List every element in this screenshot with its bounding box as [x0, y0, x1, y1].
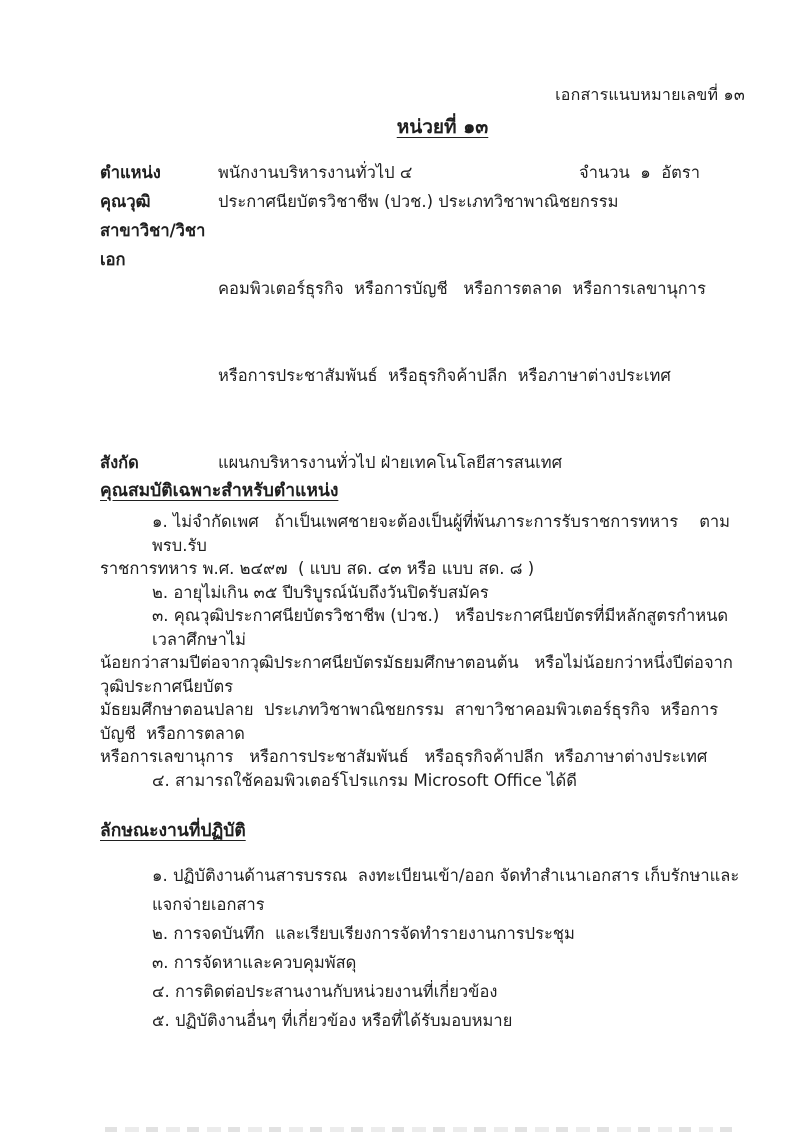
qualification-item-1-line-2: ราชการทหาร พ.ศ. ๒๔๙๗ ( แบบ สด. ๔๓ หรือ แบบ สด. ๘ ): [100, 559, 535, 578]
qualification-item-3-line-4: หรือการเลขานุการ หรือการประชาสัมพันธ์ หรือธุรกิจค้าปลีก หรือภาษาต่างประเทศ: [100, 747, 708, 766]
position-count: จำนวน ๑ อัตรา: [579, 163, 700, 182]
major-value-line1: คอมพิวเตอร์ธุรกิจ หรือการบัญชี หรือการตลาด หรือการเลขานุการ: [218, 279, 706, 298]
qualification-value: ประกาศนียบัตรวิชาชีพ (ปวช.) ประเภทวิชาพาณิชยกรรม: [218, 192, 619, 211]
duty-item-2: ๒. การจดบันทึก และเรียบเรียงการจัดทำรายงานการประชุม: [152, 924, 575, 943]
qualification-item-3-line-1: ๓. คุณวุฒิประกาศนียบัตรวิชาชีพ (ปวช.) หรือประกาศนียบัตรที่มีหลักสูตรกำหนดเวลาศึกษาไม่: [152, 606, 729, 649]
qualification-item-3-line-2: น้อยกว่าสามปีต่อจากวุฒิประกาศนียบัตรมัธยมศึกษาตอนต้น หรือไม่น้อยกว่าหนึ่งปีต่อจากวุฒิประกาศนียบัตร: [100, 653, 733, 696]
duty-item-3: ๓. การจัดหาและควบคุมพัสดุ: [152, 953, 357, 972]
field-row-affiliation: [100, 448, 745, 477]
field-row-position: [100, 158, 745, 187]
major-value-line2: หรือการประชาสัมพันธ์ หรือธุรกิจค้าปลีก หรือภาษาต่างประเทศ: [218, 366, 671, 385]
affiliation-label: สังกัด: [100, 453, 139, 472]
position-label: ตำแหน่ง: [100, 163, 161, 182]
qualification-item-2: ๒. อายุไม่เกิน ๓๕ ปีบริบูรณ์นับถึงวันปิดรับสมัคร: [152, 582, 489, 602]
qualification-item-4: ๔. สามารถใช้คอมพิวเตอร์โปรแกรม Microsoft Office ได้ดี: [152, 770, 577, 790]
duty-item-5: ๕. ปฏิบัติงานอื่นๆ ที่เกี่ยวข้อง หรือที่ได้รับมอบหมาย: [152, 1011, 513, 1030]
duty-item-1: ๑. ปฏิบัติงานด้านสารบรรณ ลงทะเบียนเข้า/ออก จัดทำสำเนาเอกสาร เก็บรักษาและแจกจ่ายเอกสาร: [152, 866, 740, 914]
qualifications-list: [100, 510, 745, 792]
qualification-label: คุณวุฒิ: [100, 192, 151, 211]
field-row-major: [100, 216, 745, 448]
major-value: [218, 216, 745, 448]
position-fields: [100, 158, 745, 477]
major-label: สาขาวิชา/วิชาเอก: [100, 221, 206, 269]
page-title: หน่วยที่ ๑๓: [396, 116, 489, 138]
duties-heading: ลักษณะงานที่ปฏิบัติ: [100, 821, 246, 841]
duty-item-4: ๔. การติดต่อประสานงานกับหน่วยงานที่เกี่ยวข้อง: [152, 982, 498, 1001]
position-value: พนักงานบริหารงานทั่วไป ๔: [218, 163, 413, 182]
qualifications-heading: คุณสมบัติเฉพาะสำหรับตำแหน่ง: [100, 481, 339, 501]
affiliation-value: แผนกบริหารงานทั่วไป ฝ่ายเทคโนโลยีสารสนเทศ: [218, 453, 563, 472]
qualification-item-3-line-3: มัธยมศึกษาตอนปลาย ประเภทวิชาพาณิชยกรรม สาขาวิชาคอมพิวเตอร์ธุรกิจ หรือการบัญชี หรือการตลาด: [100, 700, 719, 743]
qualification-item-1-line-1: ๑. ไม่จำกัดเพศ ถ้าเป็นเพศชายจะต้องเป็นผู้ที่พ้นภาระการรับราชการทหาร ตาม พรบ.รับ: [152, 512, 736, 555]
position-value-row: [218, 158, 745, 187]
page-title-row: [100, 113, 745, 141]
field-row-qualification: [100, 187, 745, 216]
duties-list: [100, 861, 745, 1035]
next-page-text-sliver: [105, 1127, 740, 1132]
attachment-number: เอกสารแนบหมายเลขที่ ๑๓: [555, 85, 745, 104]
